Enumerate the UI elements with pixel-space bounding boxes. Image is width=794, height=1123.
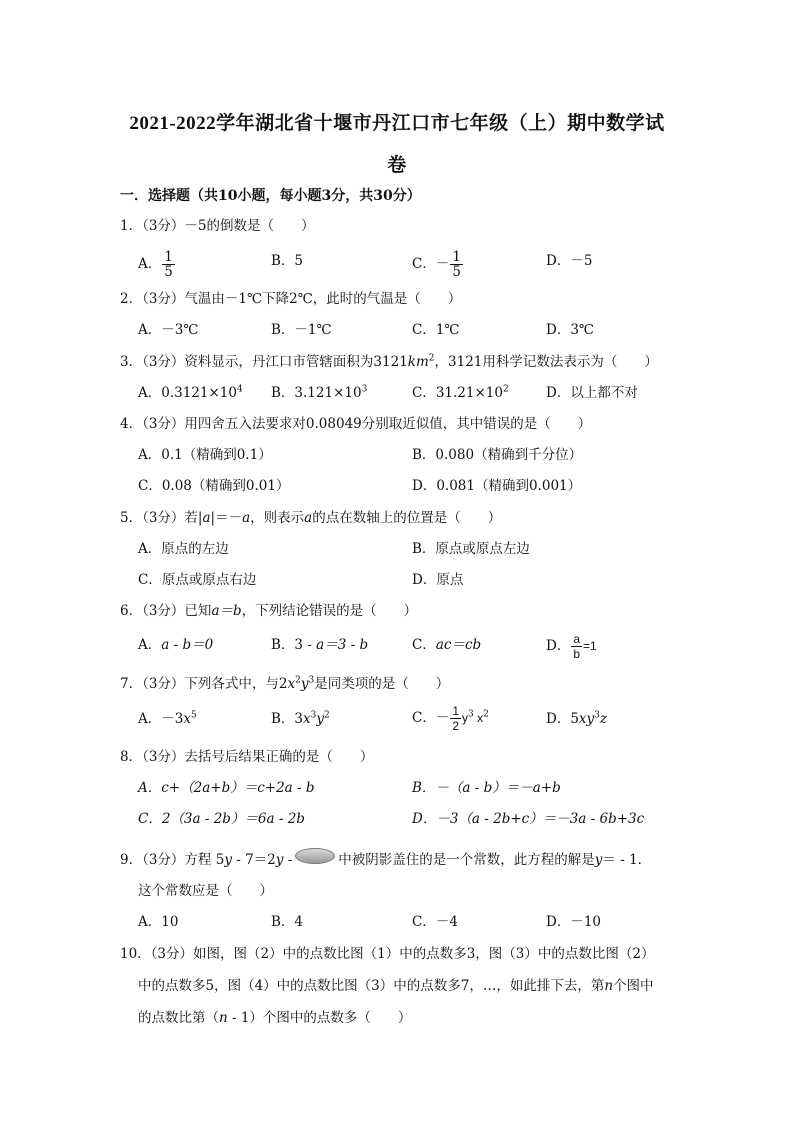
question-5-stem: 5．（3分）若|a|＝－a，则表示a的点在数轴上的位置是（ ） — [120, 510, 502, 526]
question-4-option-b: B．0.080（精确到千分位） — [412, 447, 583, 463]
question-1-option-a: A． $\frac{1}{5}$ — [138, 249, 173, 280]
fraction: $\frac{a}{b}$ — [573, 632, 581, 661]
question-3-option-b: B．$3.121\times 10^3$ — [271, 384, 368, 401]
question-3-option-a: A．$0.3121\times 10^4$ — [138, 384, 243, 401]
question-4-option-c: C．0.08（精确到0.01） — [138, 478, 290, 494]
fraction: $\frac{1}{5}$ — [452, 249, 461, 280]
question-10-stem: 10．（3分）如图，图（2）中的点数比图（1）中的点数多3，图（3）中的点数比图（2） — [120, 946, 655, 962]
question-2-option-d: D．3℃ — [546, 322, 595, 338]
question-9-stem: 9．（3分）方程 5y - 7＝2y - 中被阴影盖住的是一个常数，此方程的解是y＝ - 1． — [120, 851, 651, 869]
question-2-option-b: B．－1℃ — [271, 322, 332, 338]
question-4-option-d: D．0.081（精确到0.001） — [412, 478, 582, 494]
exam-title-line1: 2021-2022学年湖北省十堰市丹江口市七年级（上）期中数学试 — [129, 113, 665, 134]
question-7-option-b: B．$3x^3y^2$ — [271, 710, 330, 727]
question-5-option-d: D．原点 — [412, 572, 464, 588]
question-1-option-b: B．5 — [271, 253, 304, 269]
question-8-option-c: C．2（3a - 2b）＝6a - 2b — [138, 811, 305, 827]
question-7-option-c: C．－ $\frac{1}{2}$ $y^3$ $x^2$ — [412, 704, 489, 733]
question-4-stem: 4．（3分）用四舍五入法要求对0.08049分别取近似值，其中错误的是（ ） — [120, 416, 592, 432]
question-1-option-d: D．－5 — [546, 253, 593, 269]
question-5-option-b: B．原点或原点左边 — [412, 541, 530, 557]
question-9-option-a: A．10 — [138, 914, 179, 930]
question-3-option-d: D．以上都不对 — [546, 385, 638, 401]
question-5-option-a: A．原点的左边 — [138, 541, 229, 557]
question-3-stem: 3．（3分）资料显示，丹江口市管辖面积为$3121km^2$，3121用科学记数法表示为（ ） — [120, 353, 658, 370]
question-1-stem: 1．（3分）－5的倒数是（ ） — [120, 218, 315, 234]
question-10-stem-line2: 中的点数多5，图（4）中的点数比图（3）中的点数多7，…，如此排下去，第n个图中 — [138, 978, 654, 994]
question-9-stem-continued: 这个常数应是（ ） — [138, 883, 273, 899]
question-8-option-d: D．－3（a - 2b+c）＝－3a - 6b+3c — [412, 811, 645, 827]
exam-title-line2: 卷 — [387, 155, 407, 176]
question-8-option-b: B．－（a - b）＝－a+b — [412, 780, 561, 796]
question-7-option-d: D．$5xy^3z$ — [546, 710, 608, 727]
section-heading: 一．选择题（共10小题，每小题3分，共30分） — [120, 188, 421, 204]
question-5-option-c: C．原点或原点右边 — [138, 572, 257, 588]
question-2-stem: 2．（3分）气温由－1℃下降2℃，此时的气温是（ ） — [120, 291, 462, 307]
question-9-option-d: D．－10 — [546, 914, 602, 930]
question-6-stem: 6．（3分）已知a＝b，下列结论错误的是（ ） — [120, 603, 418, 619]
question-9-option-b: B．4 — [271, 914, 304, 930]
question-8-option-a: A．c+（2a+b）＝c+2a - b — [138, 780, 315, 796]
question-6-option-d: D． $\frac{a}{b}$ =1 — [546, 632, 597, 661]
question-4-option-a: A．0.1（精确到0.1） — [138, 447, 272, 463]
question-10-stem-line3: 的点数比第（n - 1）个图中的点数多（ ） — [138, 1010, 412, 1026]
question-6-option-b: B．3 - a＝3 - b — [271, 637, 369, 653]
question-7-stem: 7．（3分）下列各式中，与$2x^2y^3$是同类项的是（ ） — [120, 675, 450, 692]
question-2-option-c: C．1℃ — [412, 322, 460, 338]
question-1-option-c: C．－ $\frac{1}{5}$ — [412, 249, 461, 280]
question-3-option-c: C．$31.21\times 10^2$ — [412, 384, 509, 401]
question-7-option-a: A．$-3x^5$ — [138, 710, 197, 727]
question-9-option-c: C．－4 — [412, 914, 458, 930]
question-2-option-a: A．－3℃ — [138, 322, 199, 338]
question-6-option-a: A．a - b＝0 — [138, 637, 214, 653]
fraction: $\frac{1}{5}$ — [164, 249, 173, 280]
shaded-blot-icon — [295, 848, 335, 864]
fraction: $\frac{1}{2}$ — [452, 704, 460, 733]
question-6-option-c: C．ac＝cb — [412, 637, 482, 653]
question-8-stem: 8．（3分）去括号后结果正确的是（ ） — [120, 749, 374, 765]
